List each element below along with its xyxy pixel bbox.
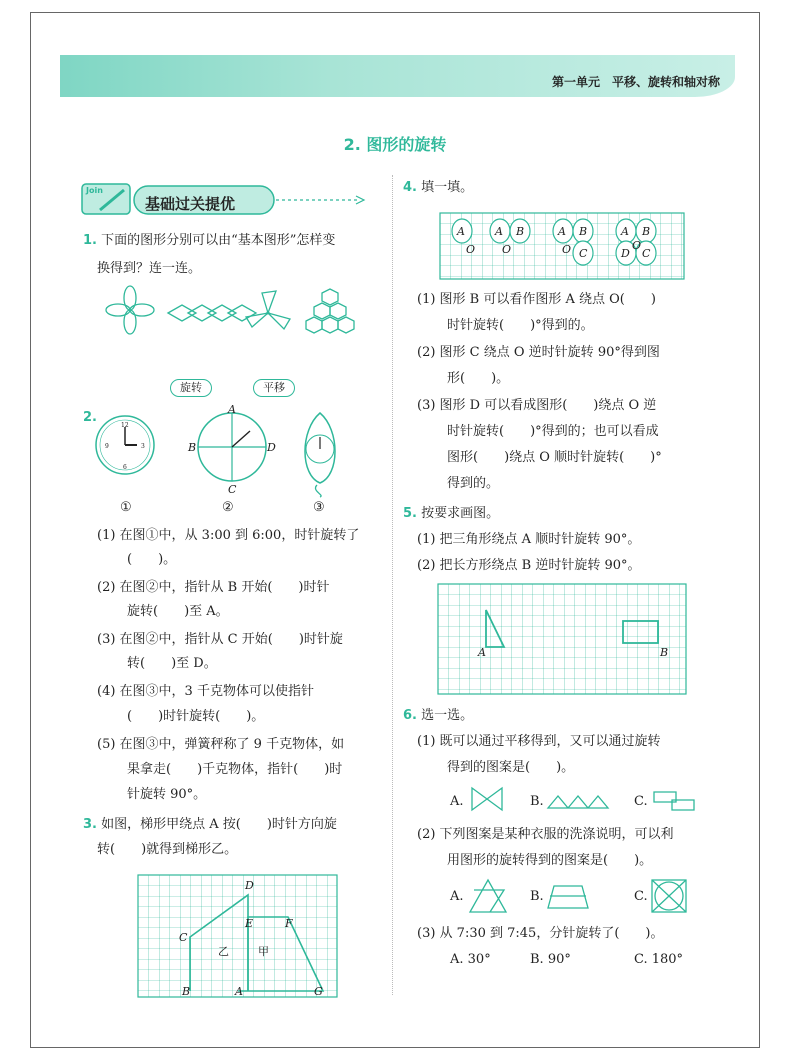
q3-number: 3. <box>83 817 97 832</box>
q3-line2: 转( )就得到梯形乙。 <box>97 842 238 857</box>
q6-part2-option-a[interactable]: A. <box>450 889 464 904</box>
svg-text:A: A <box>228 403 236 416</box>
q2-part3-line2: 转( )至 D。 <box>127 656 217 671</box>
q1-option-rotate[interactable]: 旋转 <box>170 379 212 397</box>
q6-part1-line1: (1) 既可以通过平移得到，又可以通过旋转 <box>417 734 661 749</box>
q4-part2-line1: (2) 图形 C 绕点 O 逆时针旋转 90°得到图 <box>417 345 660 360</box>
svg-text:B: B <box>516 225 525 238</box>
q6-part1-figures <box>470 786 700 814</box>
svg-text:3: 3 <box>141 443 145 450</box>
svg-text:O: O <box>562 243 572 256</box>
q6-part3-option-b[interactable]: B. 90° <box>530 952 571 967</box>
q6-part1-line2: 得到的图案是( )。 <box>447 760 575 775</box>
option-b-triangles-icon <box>548 796 608 808</box>
q4-part1-line2: 时针旋转( )°得到的。 <box>447 318 594 333</box>
q6-part2-figures <box>470 876 700 916</box>
q6-part3-option-c[interactable]: C. 180° <box>634 952 684 967</box>
svg-text:6: 6 <box>123 464 127 471</box>
svg-text:甲: 甲 <box>258 945 269 958</box>
svg-text:A: A <box>558 225 566 238</box>
q2-figures <box>95 405 375 500</box>
svg-text:O: O <box>632 239 642 252</box>
q4-intro: 4. 填一填。 <box>403 180 474 195</box>
q5-intro: 5. 按要求画图。 <box>403 506 500 521</box>
spring-scale-icon <box>305 413 335 497</box>
svg-text:B: B <box>579 225 588 238</box>
q2-part3-line1: (3) 在图②中，指针从 C 开始( )时针旋 <box>97 632 343 647</box>
svg-text:C: C <box>579 247 588 260</box>
option-a-bowtie-icon <box>472 788 502 810</box>
q6-number: 6. <box>403 708 417 723</box>
q1-shape-windmill <box>246 291 290 329</box>
svg-text:A: A <box>495 225 503 238</box>
q2-caption-1: ① <box>120 500 132 515</box>
svg-text:A: A <box>235 985 243 998</box>
svg-text:A: A <box>457 225 465 238</box>
q6-part2-option-c[interactable]: C. <box>634 889 648 904</box>
q4-part3-line1: (3) 图形 D 可以看成图形( )绕点 O 逆 <box>417 398 657 413</box>
q2-caption-2: ② <box>222 500 234 515</box>
q5-grid-figure <box>438 584 688 696</box>
q2-part1-line2: ( )。 <box>127 552 177 567</box>
q6-part1-option-b[interactable]: B. <box>530 794 544 809</box>
q4-part3-line3: 图形( )绕点 O 顺时针旋转( )° <box>447 450 662 465</box>
q1-shape-hexagons <box>306 289 354 333</box>
q2-number: 2. <box>83 410 97 425</box>
q1-shapes <box>100 285 370 335</box>
q1-option-translate[interactable]: 平移 <box>253 379 295 397</box>
q1-line1: 1. 下面的图形分别可以由“基本图形”怎样变 <box>83 233 336 248</box>
svg-text:C: C <box>179 931 188 944</box>
q2-part4-line1: (4) 在图③中，3 千克物体可以使指针 <box>97 684 314 699</box>
q6-intro: 6. 选一选。 <box>403 708 474 723</box>
q2-part2-line2: 旋转( )至 A。 <box>127 604 229 619</box>
option-a-star-triangle-icon <box>470 880 506 912</box>
column-divider <box>392 175 393 995</box>
dial-circle-icon <box>187 403 276 496</box>
svg-text:B: B <box>642 225 651 238</box>
q1-shape-flower <box>106 286 154 334</box>
svg-text:D: D <box>267 441 276 454</box>
q4-part1-line1: (1) 图形 B 可以看作图形 A 绕点 O( ) <box>417 292 656 307</box>
svg-text:O: O <box>466 243 476 256</box>
svg-text:乙: 乙 <box>218 945 229 958</box>
q4-number: 4. <box>403 180 417 195</box>
option-b-trapezoid-icon <box>548 886 588 908</box>
option-c-washing-icon <box>652 880 686 912</box>
header-unit-title: 第一单元 平移、旋转和轴对称 <box>551 75 720 89</box>
q2-part5-line1: (5) 在图③中，弹簧秤称了 9 千克物体，如 <box>97 737 345 752</box>
option-c-rects-icon <box>654 792 694 810</box>
q6-part2-option-b[interactable]: B. <box>530 889 544 904</box>
q2-part4-line2: ( )时针旋转( )。 <box>127 709 265 724</box>
q5-number: 5. <box>403 506 417 521</box>
q6-part1-option-c[interactable]: C. <box>634 794 648 809</box>
q6-part1-option-a[interactable]: A. <box>450 794 464 809</box>
lesson-title: 2. 图形的旋转 <box>343 135 447 154</box>
svg-text:12: 12 <box>121 422 129 429</box>
q5-part2: (2) 把长方形绕点 B 逆时针旋转 90°。 <box>417 558 641 573</box>
svg-text:A: A <box>478 646 486 659</box>
svg-text:A: A <box>621 225 629 238</box>
svg-text:B: B <box>660 646 669 659</box>
q4-part2-line2: 形( )。 <box>447 371 510 386</box>
svg-text:B: B <box>188 441 197 454</box>
q6-part2-line1: (2) 下列图案是某种衣服的洗涤说明，可以利 <box>417 827 674 842</box>
section-label: 基础过关提优 <box>145 195 236 213</box>
q4-part3-line2: 时针旋转( )°得到的；也可以看成 <box>447 424 659 439</box>
svg-text:B: B <box>182 985 191 998</box>
svg-text:C: C <box>642 247 651 260</box>
q2-part5-line3: 针旋转 90°。 <box>127 787 207 802</box>
q4-grid-figure <box>440 213 685 281</box>
svg-text:C: C <box>228 483 237 496</box>
q1-number: 1. <box>83 233 97 248</box>
svg-text:9: 9 <box>105 443 109 450</box>
q6-part3-option-a[interactable]: A. 30° <box>450 952 491 967</box>
svg-text:E: E <box>245 917 254 930</box>
svg-text:F: F <box>285 917 293 930</box>
q1-line2: 换得到？连一连。 <box>97 261 202 276</box>
q2-part2-line1: (2) 在图②中，指针从 B 开始( )时针 <box>97 580 330 595</box>
q2-part1-line1: (1) 在图①中，从 3:00 到 6:00，时针旋转了 <box>97 528 360 543</box>
q4-part3-line4: 得到的。 <box>447 476 500 491</box>
q2-caption-3: ③ <box>313 500 325 515</box>
q1-shape-rhombus-chain <box>168 305 256 321</box>
clock-face-icon <box>96 416 154 474</box>
badge-join-text: Join <box>86 186 103 195</box>
q5-part1: (1) 把三角形绕点 A 顺时针旋转 90°。 <box>417 532 641 547</box>
q6-part3-line1: (3) 从 7:30 到 7:45，分针旋转了( )。 <box>417 926 664 941</box>
svg-text:D: D <box>621 247 630 260</box>
q3-grid-figure <box>138 875 338 1000</box>
q6-part2-line2: 用图形的旋转得到的图案是( )。 <box>447 853 653 868</box>
q3-line1: 3. 如图，梯形甲绕点 A 按( )时针方向旋 <box>83 817 337 832</box>
svg-text:G: G <box>314 985 323 998</box>
svg-text:D: D <box>245 879 254 892</box>
q2-part5-line2: 果拿走( )千克物体，指针( )时 <box>127 762 343 777</box>
svg-text:O: O <box>502 243 512 256</box>
